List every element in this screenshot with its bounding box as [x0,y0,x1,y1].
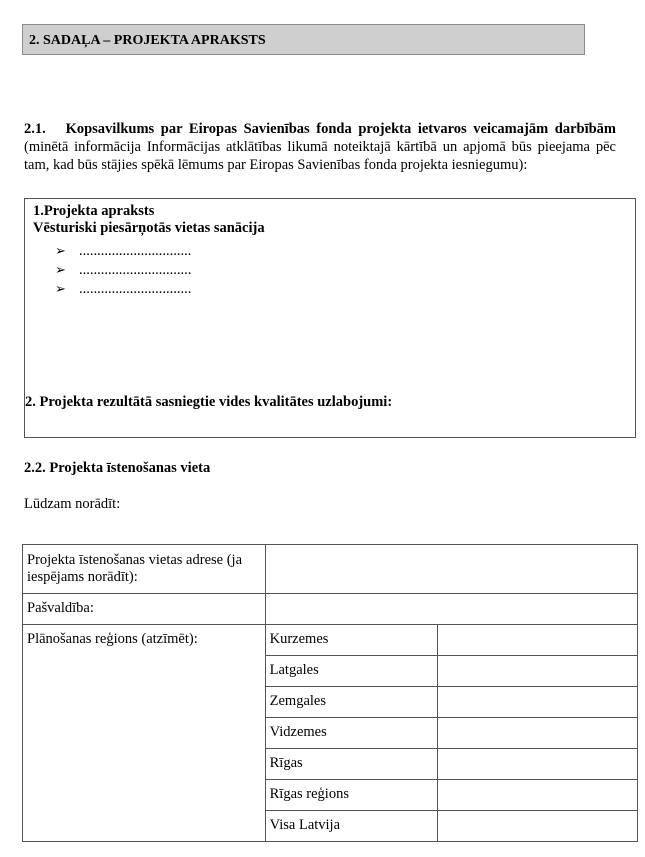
section-header [22,24,585,55]
region-rigas-regions-label: Rīgas reģions [265,780,438,811]
intro-paragraph [24,120,616,174]
region-vidzemes-checkbox-cell[interactable] [438,718,638,749]
bullet-list [55,241,191,298]
arrow-bullet-icon: ➢ [55,281,66,296]
region-rigas-label: Rīgas [265,749,438,780]
address-input-cell[interactable] [265,545,637,594]
region-latgales-label: Latgales [265,656,438,687]
section-title: 2. SADAĻA – PROJEKTA APRAKSTS [29,33,266,48]
list-item: ➢ ............................... [55,243,192,259]
region-kurzemes-checkbox-cell[interactable] [438,625,638,656]
table-row [23,625,638,656]
project-description-subheading: Vēsturiski piesārņotās vietas sanācija [33,220,265,236]
project-description-heading: 1.Projekta apraksts [33,203,155,219]
results-heading: 2. Projekta rezultātā sasniegtie vides kvalitātes uzlabojumi: [25,394,393,410]
table-row [23,594,638,625]
arrow-bullet-icon: ➢ [55,243,66,258]
region-label: Plānošanas reģions (atzīmēt): [23,625,266,842]
intro-number: 2.1. [24,121,46,137]
region-zemgales-label: Zemgales [265,687,438,718]
project-description-box[interactable] [24,198,636,438]
region-visa-latvija-label: Visa Latvija [265,811,438,842]
region-rigas-checkbox-cell[interactable] [438,749,638,780]
table-row [23,545,638,594]
intro-bold-text: Kopsavilkums par Eiropas Savienības fonda projekta ietvaros veicamajām darbībām [65,121,617,137]
please-indicate-text: Lūdzam norādīt: [24,496,121,512]
region-zemgales-checkbox-cell[interactable] [438,687,638,718]
location-table [22,544,638,842]
intro-rest-text: (minētā informācija Informācijas atklātības likumā noteiktajā kārtībā un apjomā būs pieejama pēc tam, kad būs stājies spēkā lēmums par Eiropas Savienības fonda projekta iesniegumu): [24,139,616,173]
arrow-bullet-icon: ➢ [55,262,66,277]
list-item: ➢ ............................... [55,281,192,297]
municipality-input-cell[interactable] [265,594,637,625]
location-heading: 2.2. Projekta īstenošanas vieta [24,460,211,476]
region-visa-latvija-checkbox-cell[interactable] [438,811,638,842]
region-latgales-checkbox-cell[interactable] [438,656,638,687]
region-kurzemes-label: Kurzemes [265,625,438,656]
list-item: ➢ ............................... [55,262,192,278]
address-label: Projekta īstenošanas vietas adrese (ja iespējams norādīt): [23,545,266,594]
region-rigas-regions-checkbox-cell[interactable] [438,780,638,811]
municipality-label: Pašvaldība: [23,594,266,625]
region-vidzemes-label: Vidzemes [265,718,438,749]
